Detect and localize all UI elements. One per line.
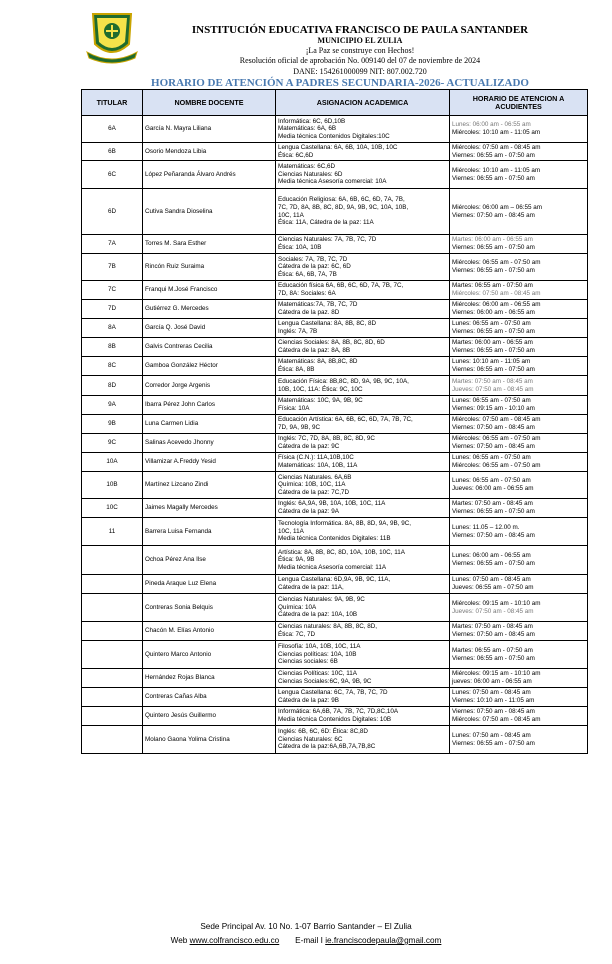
table-row: [82, 641, 588, 669]
table-row: [82, 161, 588, 189]
horario-cell: [450, 235, 588, 254]
horario-line: Miércoles: 07:50 am - 08:45 am: [452, 716, 541, 723]
horario-cell: [450, 161, 588, 189]
table-row: [82, 499, 588, 518]
asignacion-line: Ciencias Sociales:6C, 9A, 9B, 9C: [278, 678, 372, 685]
titular-cell: 6B: [82, 143, 143, 161]
horario-line: Martes: 06:55 am - 07:50 am: [452, 646, 533, 654]
horario-line: Lunes: 07:50 am - 08:45 am: [452, 731, 531, 739]
asignacion-line: Matemáticas: 6C,6D: [278, 163, 336, 171]
horario-line: Martes: 06:55 am - 07:50 am: [452, 282, 533, 290]
table-row: [82, 434, 588, 453]
titular-cell: [82, 641, 143, 669]
asignacion-line: Cátedra de la paz: 9C: [278, 443, 340, 450]
header-horario: HORARIO DE ATENCION A ACUDIENTES: [450, 90, 588, 116]
web-label: Web: [170, 936, 190, 945]
titular-cell: 7C: [82, 281, 143, 300]
horario-cell: [450, 254, 588, 281]
asignacion-line: Cátedra de la paz: 6C, 6D: [278, 263, 351, 271]
asignacion-line: Inglés: 7C, 7D, 8A, 8B, 8C, 8D, 9C: [278, 435, 375, 443]
header-titular: TITULAR: [82, 90, 143, 116]
horario-line: Miércoles: 06:00 am – 06:55 am: [452, 203, 542, 211]
asignacion-cell: [276, 518, 450, 546]
docente-cell: Torres M. Sara Esther: [143, 235, 276, 254]
asignacion-line: Ciencias Naturales: 6C: [278, 735, 343, 743]
asignacion-line: Ética: 6A, 6B, 7A, 7B: [278, 270, 337, 278]
horario-line: Martes: 06:00 am - 06:55 am: [452, 236, 533, 244]
horario-line: Viernes: 07:50 am - 08:45 am: [452, 211, 535, 219]
horario-cell: [450, 453, 588, 472]
horario-line: Viernes: 06:55 am - 07:50 am: [452, 267, 535, 274]
asignacion-line: Tecnología Informática. 8A, 8B, 8D, 9A, 9B, 9C,: [278, 520, 412, 528]
horario-cell: [450, 415, 588, 434]
horario-cell: [450, 189, 588, 235]
docente-cell: Luna Carmen Lidia: [143, 415, 276, 434]
table-row: [82, 116, 588, 143]
horario-cell: [450, 622, 588, 641]
horario-line: Viernes: 06:55 am - 07:50 am: [452, 328, 535, 335]
asignacion-line: Cátedra de la paz:6A,6B,7A,7B,8C: [278, 743, 376, 751]
asignacion-line: Ética: 8A, 8B: [278, 366, 315, 373]
asignacion-cell: [276, 143, 450, 161]
horario-line: Miércoles: 10:10 am - 11:05 am: [452, 129, 541, 136]
docente-cell: García N. Mayra Liliana: [143, 116, 276, 143]
asignacion-line: Cátedra de la paz: 10A, 10B: [278, 611, 358, 619]
titular-cell: 10C: [82, 499, 143, 518]
asignacion-cell: [276, 453, 450, 472]
titular-cell: 7B: [82, 254, 143, 281]
asignacion-cell: [276, 357, 450, 376]
horario-cell: [450, 669, 588, 688]
motto: ¡La Paz se construye con Hechos!: [305, 46, 415, 55]
asignacion-line: Cátedra de la paz: 9B: [278, 697, 339, 704]
asignacion-line: Sociales: 7A, 7B, 7C, 7D: [278, 255, 348, 263]
horario-line: Viernes: 06:00 am - 06:55 am: [452, 309, 535, 316]
docente-cell: Barrera Luisa Fernanda: [143, 518, 276, 546]
horario-cell: [450, 116, 588, 143]
docente-cell: Gutiérrez G. Mercedes: [143, 300, 276, 319]
schedule-table: [81, 89, 588, 754]
horario-line: Lunes: 07:50 am - 08:45 am: [452, 689, 531, 697]
docente-cell: García Q. José David: [143, 319, 276, 338]
docente-cell: Corredor Jorge Argenis: [143, 376, 276, 396]
dane-nit: DANE: 154261000099 NIT: 807.002.720: [293, 67, 427, 76]
asignacion-cell: [276, 415, 450, 434]
horario-line: Jueves: 06:00 am - 06:55 am: [452, 485, 534, 492]
footer-address: Sede Principal Av. 10 No. 1-07 Barrio Santander – El Zulia: [200, 922, 412, 931]
asignacion-line: Ciencias Naturales. 6A,6B: [278, 473, 352, 481]
titular-cell: 10B: [82, 472, 143, 499]
titular-cell: 6A: [82, 116, 143, 143]
horario-cell: [450, 707, 588, 726]
titular-cell: [82, 575, 143, 594]
asignacion-line: Física (C.N.): 11A,10B,10C: [278, 454, 354, 462]
header-asignacion: ASIGNACION ACADEMICA: [276, 90, 450, 116]
horario-line: Martes: 07:50 am - 08:45 am: [452, 623, 533, 631]
asignacion-line: Media técnica Contenidos Digitales: 10B: [278, 716, 392, 723]
docente-cell: Quintero Marco Antonio: [143, 641, 276, 669]
table-row: [82, 415, 588, 434]
horario-cell: [450, 434, 588, 453]
asignacion-cell: [276, 707, 450, 726]
horario-line: Martes: 07:50 am - 08:45 am: [452, 377, 533, 385]
titular-cell: 11: [82, 518, 143, 546]
docente-cell: Rincón Ruiz Suraima: [143, 254, 276, 281]
asignacion-line: Química: 10B, 10C, 11A: [278, 481, 346, 489]
docente-cell: Contreras Cañas Alba: [143, 688, 276, 707]
docente-cell: Hernández Rojas Blanca: [143, 669, 276, 688]
table-row: [82, 622, 588, 641]
horario-line: Miércoles: 09:15 am - 10:10 am: [452, 670, 541, 678]
docente-cell: Galvis Contreras Cecilia: [143, 338, 276, 357]
schedule-title: HORARIO DE ATENCIÓN A PADRES SECUNDARIA-2026- ACTUALIZADO: [151, 77, 529, 89]
asignacion-cell: [276, 575, 450, 594]
asignacion-cell: [276, 338, 450, 357]
horario-line: Lunes: 06:55 am - 07:50 am: [452, 397, 531, 405]
horario-cell: [450, 594, 588, 622]
horario-cell: [450, 319, 588, 338]
asignacion-cell: [276, 281, 450, 300]
asignacion-line: Ética: 9A, 9B: [278, 556, 315, 564]
horario-line: Miércoles: 06:55 am - 07:50 am: [452, 259, 541, 267]
horario-line: Viernes: 07:50 am - 08:45 am: [452, 531, 535, 539]
docente-cell: Osorio Mendoza Libia: [143, 143, 276, 161]
horario-line: Lunes: 06:55 am - 07:50 am: [452, 454, 531, 462]
school-crest-logo: [83, 10, 141, 66]
horario-line: Viernes: 06:55 am - 07:50 am: [452, 347, 535, 354]
horario-cell: [450, 357, 588, 376]
horario-cell: [450, 641, 588, 669]
titular-cell: 7D: [82, 300, 143, 319]
horario-cell: [450, 396, 588, 415]
horario-line: Viernes: 06:55 am - 07:50 am: [452, 654, 535, 662]
asignacion-line: Lengua Castellana: 6A, 6B, 10A, 10B, 10C: [278, 143, 398, 151]
docente-cell: Contreras Sonia Belquis: [143, 594, 276, 622]
web-link[interactable]: www.colfrancisco.edu.co: [189, 936, 280, 945]
titular-cell: 7A: [82, 235, 143, 254]
horario-cell: [450, 726, 588, 754]
asignacion-line: Matemáticas: 6A, 6B: [278, 125, 337, 133]
horario-line: Miércoles: 07:50 am - 08:45 am: [452, 290, 541, 297]
horario-line: Lunes: 10:10 am - 11:05 am: [452, 358, 531, 366]
titular-cell: 6C: [82, 161, 143, 189]
horario-line: Martes: 07:50 am - 08:45 am: [452, 500, 533, 508]
asignacion-cell: [276, 546, 450, 575]
table-row: [82, 300, 588, 319]
table-row: [82, 396, 588, 415]
horario-line: Lunes: 06:55 am - 07:50 am: [452, 320, 531, 328]
asignacion-line: Física: 10A: [278, 405, 310, 412]
table-row: [82, 453, 588, 472]
docente-cell: Molano Gaona Yolima Cristina: [143, 726, 276, 754]
table-row: [82, 546, 588, 575]
docente-cell: Gamboa González Héctor: [143, 357, 276, 376]
horario-line: Viernes: 06:55 am - 07:50 am: [452, 244, 535, 251]
asignacion-line: 7D, 8A: Sociales: 6A: [278, 290, 336, 297]
horario-cell: [450, 575, 588, 594]
asignacion-line: Educación Artística: 6A, 6B, 6C, 6D, 7A, 7B, 7C,: [278, 416, 413, 424]
table-row: [82, 376, 588, 396]
docente-cell: Ibarra Pérez John Carlos: [143, 396, 276, 415]
municipality: MUNICIPIO EL ZULIA: [317, 36, 403, 45]
horario-line: Lunes: 06:55 am - 07:50 am: [452, 477, 531, 485]
asignacion-line: 10C, 11A: [278, 527, 304, 535]
asignacion-cell: [276, 622, 450, 641]
horario-line: Martes: 06:00 am - 06:55 am: [452, 339, 533, 347]
asignacion-line: Informática: 6C, 6D,10B: [278, 117, 346, 125]
titular-cell: 9A: [82, 396, 143, 415]
titular-cell: 9B: [82, 415, 143, 434]
table-row: [82, 235, 588, 254]
asignacion-cell: [276, 396, 450, 415]
table-row: [82, 281, 588, 300]
horario-line: Viernes: 07:50 am - 08:45 am: [452, 443, 535, 450]
asignacion-line: Media técnica Asesoría comercial: 11A: [278, 563, 387, 571]
table-row: [82, 319, 588, 338]
horario-line: Viernes: 07:50 am - 08:45 am: [452, 631, 535, 638]
asignacion-line: Ciencias Sociales: 8A, 8B, 8C, 8D, 6D: [278, 339, 385, 347]
horario-line: Jueves: 07:50 am - 08:45 am: [452, 607, 534, 615]
asignacion-line: Inglés: 7A, 7B: [278, 328, 318, 335]
institution-name: INSTITUCIÓN EDUCATIVA FRANCISCO DE PAULA SANTANDER: [191, 24, 529, 36]
asignacion-cell: [276, 472, 450, 499]
docente-cell: Jaimes Magally Mercedes: [143, 499, 276, 518]
asignacion-cell: [276, 300, 450, 319]
asignacion-cell: [276, 434, 450, 453]
asignacion-line: Lengua Castellana: 6D,9A, 9B, 9C, 11A,: [278, 576, 391, 584]
horario-line: Lunes: 06:00 am - 06:55 am: [452, 552, 531, 560]
asignacion-line: Matemáticas: 10A, 10B, 11A: [278, 462, 358, 469]
header-docente: NOMBRE DOCENTE: [143, 90, 276, 116]
horario-line: Viernes: 07:50 am - 08:45 am: [452, 424, 535, 431]
asignacion-line: 10B, 10C, 11A: Ética: 9C, 10C: [278, 385, 363, 393]
email-link[interactable]: ie.franciscodepaula@gmail.com: [325, 936, 442, 945]
table-row: [82, 254, 588, 281]
titular-cell: [82, 594, 143, 622]
table-row: [82, 575, 588, 594]
asignacion-line: Cátedra de la paz. 8D: [278, 309, 340, 316]
titular-cell: 9C: [82, 434, 143, 453]
asignacion-line: Lengua Castellana: 6C, 7A, 7B, 7C, 7D: [278, 689, 388, 697]
footer-contact: [0, 936, 612, 945]
titular-cell: [82, 669, 143, 688]
docente-cell: Chacón M. Elías Antonio: [143, 622, 276, 641]
asignacion-line: Ciencias Naturales: 9A, 9B, 9C: [278, 596, 365, 604]
table-row: [82, 669, 588, 688]
asignacion-cell: [276, 376, 450, 396]
asignacion-line: Ética: 7C, 7D: [278, 631, 316, 638]
table-row: [82, 726, 588, 754]
horario-line: Viernes: 06:55 am - 07:50 am: [452, 508, 535, 515]
titular-cell: [82, 546, 143, 575]
horario-line: Miércoles: 09:15 am - 10:10 am: [452, 599, 541, 607]
titular-cell: [82, 726, 143, 754]
asignacion-line: 7C, 7D, 8A, 8B, 8C, 8D, 9A, 9B, 9C, 10A, 10B,: [278, 203, 409, 211]
titular-cell: 8A: [82, 319, 143, 338]
horario-line: Viernes: 07:50 am - 08:45 am: [452, 708, 535, 716]
horario-cell: [450, 472, 588, 499]
asignacion-line: Matemáticas: 10C, 9A, 9B, 9C: [278, 397, 363, 405]
titular-cell: [82, 688, 143, 707]
docente-cell: Pineda Araque Luz Elena: [143, 575, 276, 594]
docente-cell: López Peñaranda Álvaro Andrés: [143, 161, 276, 189]
docente-cell: Ochoa Pérez Ana Ilse: [143, 546, 276, 575]
titular-cell: 6D: [82, 189, 143, 235]
table-row: [82, 143, 588, 161]
docente-cell: Quintero Jesús Guillermo: [143, 707, 276, 726]
asignacion-line: Cátedra de la paz: 11A,: [278, 584, 344, 591]
asignacion-cell: [276, 688, 450, 707]
asignacion-line: Ciencias naturales: 8A, 8B, 8C, 8D,: [278, 623, 378, 631]
asignacion-line: Educación física 6A, 6B, 6C, 6D, 7A, 7B, 7C,: [278, 282, 404, 290]
horario-cell: [450, 376, 588, 396]
table-row: [82, 518, 588, 546]
asignacion-cell: [276, 116, 450, 143]
titular-cell: 10A: [82, 453, 143, 472]
asignacion-line: Ciencias Naturales: 7A, 7B, 7C, 7D: [278, 236, 377, 244]
asignacion-cell: [276, 319, 450, 338]
asignacion-line: Media técnica Contenidos Digitales: 11B: [278, 535, 391, 543]
horario-cell: [450, 338, 588, 357]
asignacion-line: Ciencias Naturales: 6D: [278, 170, 343, 178]
horario-line: Viernes: 06:55 am - 07:50 am: [452, 560, 535, 567]
asignacion-line: Ciencias Políticas: 10C, 11A: [278, 670, 357, 678]
horario-line: Miércoles: 07:50 am - 08:45 am: [452, 416, 541, 424]
horario-line: Lunes: 06:00 am - 06:55 am: [452, 121, 531, 129]
asignacion-line: Educación Física: 8B,8C, 8D, 9A, 9B, 9C, 10A,: [278, 377, 409, 385]
docente-cell: Salinas Acevedo Jhonny: [143, 434, 276, 453]
titular-cell: 8D: [82, 376, 143, 396]
horario-cell: [450, 688, 588, 707]
asignacion-line: Lengua Castellana: 8A, 8B, 8C, 8D: [278, 320, 377, 328]
titular-cell: [82, 707, 143, 726]
horario-line: Viernes: 06:55 am - 07:50 am: [452, 174, 535, 182]
asignacion-cell: [276, 594, 450, 622]
asignacion-cell: [276, 641, 450, 669]
asignacion-line: 10C, 11A: [278, 211, 304, 219]
horario-line: Viernes: 06:55 am - 07:50 am: [452, 739, 535, 747]
horario-line: Jueves: 07:50 am - 08:45 am: [452, 385, 534, 393]
asignacion-line: Ciencias políticas: 10A, 10B: [278, 650, 357, 658]
asignacion-line: Educación Religiosa: 6A, 6B, 6C, 6D, 7A, 7B,: [278, 196, 405, 204]
table-row: [82, 707, 588, 726]
asignacion-line: Cátedra de la paz: 8A, 8B: [278, 347, 351, 354]
asignacion-line: Matemáticas:7A, 7B, 7C, 7D: [278, 301, 358, 309]
horario-line: Miércoles: 06:00 am - 06:55 am: [452, 301, 541, 309]
titular-cell: [82, 622, 143, 641]
asignacion-cell: [276, 669, 450, 688]
table-row: [82, 472, 588, 499]
asignacion-line: Artística: 8A, 8B, 8C, 8D, 10A, 10B, 10C, 11A: [278, 548, 405, 556]
horario-cell: [450, 143, 588, 161]
horario-cell: [450, 518, 588, 546]
horario-line: Viernes: 10:10 am - 11:05 am: [452, 697, 535, 704]
asignacion-cell: [276, 161, 450, 189]
asignacion-line: Filosofía: 10A, 10B, 10C, 11A: [278, 643, 361, 651]
horario-line: Miércoles: 06:55 am - 07:50 am: [452, 462, 541, 469]
asignacion-cell: [276, 254, 450, 281]
docente-cell: Franqui M.José Francisco: [143, 281, 276, 300]
table-row: [82, 338, 588, 357]
resolution: Resolución oficial de aprobación No. 009140 del 07 de noviembre de 2024: [239, 56, 481, 65]
asignacion-line: Ciencias sociales: 6B: [278, 658, 338, 666]
asignacion-line: Inglés: 6A,9A, 9B, 10A, 10B, 10C, 11A: [278, 500, 386, 508]
asignacion-line: Química: 10A: [278, 603, 317, 611]
table-row: [82, 594, 588, 622]
email-label: E-mail I: [295, 936, 326, 945]
docente-cell: Cutiva Sandra Dioselina: [143, 189, 276, 235]
horario-cell: [450, 300, 588, 319]
document-header: [0, 0, 612, 90]
horario-cell: [450, 499, 588, 518]
asignacion-line: Informática: 6A,6B, 7A, 7B, 7C, 7D,8C,10A: [278, 708, 399, 716]
asignacion-line: Inglés: 6B, 6C, 6D: Ética: 8C,8D: [278, 728, 368, 736]
table-row: [82, 189, 588, 235]
horario-line: Jueves: 06:55 am - 07:50 am: [452, 584, 534, 591]
asignacion-line: Matemáticas: 8A, 8B,8C, 8D: [278, 358, 358, 366]
asignacion-line: Ética: 6C,6D: [278, 151, 314, 159]
asignacion-line: Media técnica Asesoría comercial: 10A: [278, 178, 387, 186]
horario-line: Viernes: 09:15 am - 10:10 am: [452, 405, 535, 412]
asignacion-cell: [276, 189, 450, 235]
horario-line: Viernes: 06:55 am - 07:50 am: [452, 366, 535, 373]
horario-line: Viernes: 06:55 am - 07:50 am: [452, 151, 535, 159]
asignacion-cell: [276, 499, 450, 518]
horario-cell: [450, 546, 588, 575]
table-row: [82, 357, 588, 376]
table-row: [82, 688, 588, 707]
asignacion-line: Media técnica Contenidos Digitales:10C: [278, 132, 390, 140]
asignacion-line: 7D, 9A, 9B, 9C: [278, 424, 320, 431]
docente-cell: Martínez Lizcano Zindi: [143, 472, 276, 499]
titular-cell: 8C: [82, 357, 143, 376]
horario-cell: [450, 281, 588, 300]
titular-cell: 8B: [82, 338, 143, 357]
horario-line: Miércoles: 10:10 am - 11:05 am: [452, 166, 541, 174]
asignacion-line: Cátedra de la paz: 7C,7D: [278, 488, 350, 496]
asignacion-cell: [276, 726, 450, 754]
horario-line: Miércoles: 07:50 am - 08:45 am: [452, 143, 541, 151]
asignacion-line: Ética: 10A, 10B: [278, 244, 322, 251]
asignacion-line: Cátedra de la paz: 9A: [278, 508, 339, 515]
horario-line: Lunes: 07:50 am - 08:45 am: [452, 576, 531, 584]
asignacion-line: Ética: 11A, Cátedra de la paz: 11A: [278, 219, 374, 227]
table-header-row: [82, 90, 588, 116]
horario-line: jueves: 06:00 am - 06:55 am: [452, 678, 532, 685]
docente-cell: Villamizar A.Freddy Yesid: [143, 453, 276, 472]
horario-line: Miércoles: 06:55 am - 07:50 am: [452, 435, 541, 443]
asignacion-cell: [276, 235, 450, 254]
horario-line: Lunes: 11.05 – 12.00 m.: [452, 523, 520, 531]
